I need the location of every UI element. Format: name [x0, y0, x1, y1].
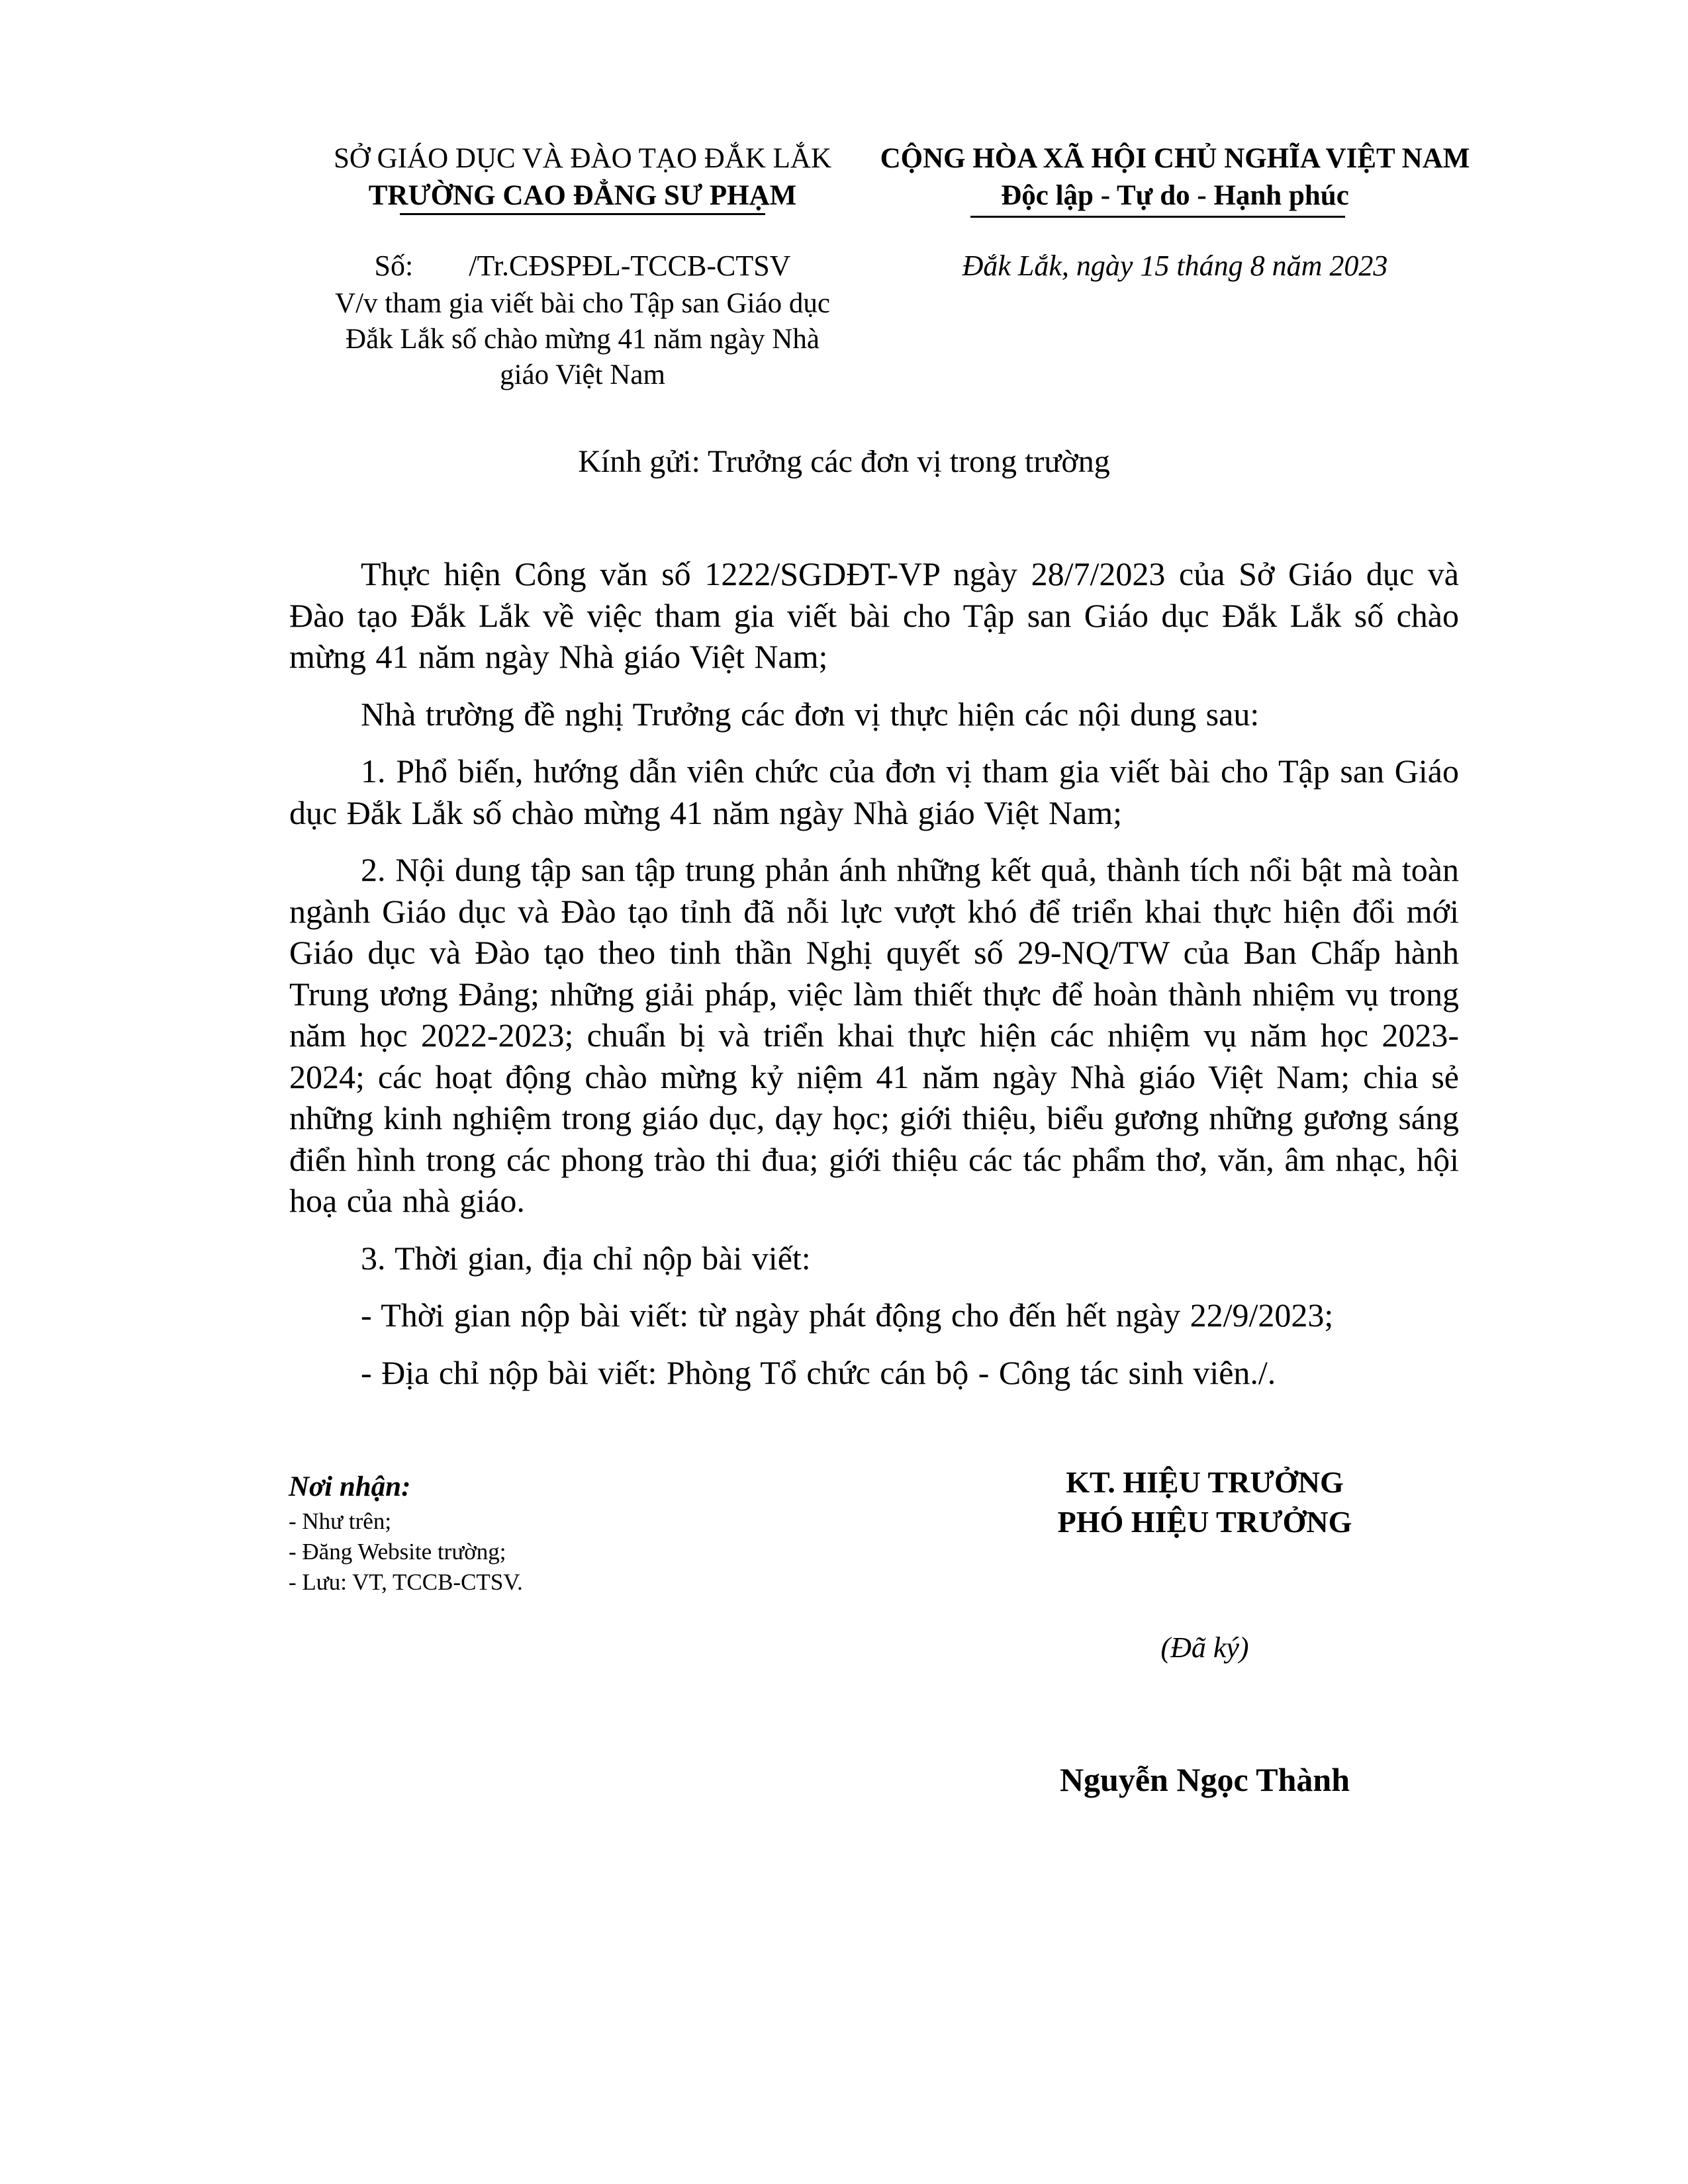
- national-heading: [854, 140, 1496, 214]
- addressee: Kính gửi: Trưởng các đơn vị trong trường: [578, 444, 1110, 479]
- subject-line: V/v tham gia viết bài cho Tập san Giáo dục: [335, 288, 830, 319]
- signer-name: Nguyễn Ngọc Thành: [1059, 1761, 1350, 1798]
- number-code: /Tr.CĐSPĐL-TCCB-CTSV: [469, 250, 791, 282]
- number-label: Số:: [374, 250, 414, 282]
- subject-line: giáo Việt Nam: [500, 359, 665, 390]
- motto-underline: [970, 216, 1345, 218]
- body-paragraph: 1. Phổ biến, hướng dẫn viên chức của đơn vị tham gia viết bài cho Tập san Giáo dục Đắk Lắk số chào mừng 41 năm ngày Nhà giáo Việt Nam;: [289, 752, 1459, 831]
- recipients-title: Nơi nhận:: [289, 1471, 411, 1502]
- recipient-item: - Như trên;: [289, 1508, 392, 1534]
- body-paragraph: - Địa chỉ nộp bài viết: Phòng Tổ chức cán bộ - Công tác sinh viên./.: [361, 1353, 1276, 1391]
- body-paragraph: Nhà trường đề nghị Trưởng các đơn vị thực hiện các nội dung sau:: [361, 695, 1260, 733]
- nation-name: CỘNG HÒA XÃ HỘI CHỦ NGHĨA VIỆT NAM: [880, 143, 1470, 174]
- school-name: TRƯỜNG CAO ĐẲNG SƯ PHẠM: [368, 180, 797, 211]
- subject-line: Đắk Lắk số chào mừng 41 năm ngày Nhà: [346, 324, 820, 355]
- signer-role-primary: KT. HIỆU TRƯỞNG: [1066, 1465, 1344, 1499]
- body-paragraph: 3. Thời gian, địa chỉ nộp bài viết:: [361, 1239, 811, 1277]
- recipients-list: [289, 1468, 884, 1598]
- recipient-item: - Lưu: VT, TCCB-CTSV.: [289, 1569, 523, 1595]
- signed-mark: (Đã ký): [1160, 1631, 1249, 1664]
- signer-role-secondary: PHÓ HIỆU TRƯỞNG: [1057, 1505, 1352, 1539]
- body-paragraph: - Thời gian nộp bài viết: từ ngày phát động cho đến hết ngày 22/9/2023;: [361, 1297, 1334, 1334]
- document-number: [252, 248, 914, 285]
- dateline: Đắk Lắk, ngày 15 tháng 8 năm 2023: [962, 250, 1388, 282]
- body-paragraph: Thực hiện Công văn số 1222/SGDĐT-VP ngày 28/7/2023 của Sở Giáo dục và Đào tạo Đắk Lắk về việc tham gia viết bài cho Tập san Giáo dục Đắk Lắk số chào mừng 41 năm ngày Nhà giáo Việt Nam;: [289, 555, 1459, 675]
- document-subject: [265, 286, 900, 393]
- body-paragraph: 2. Nội dung tập san tập trung phản ánh những kết quả, thành tích nổi bật mà toàn ngành Giáo dục và Đào tạo tỉnh đã nỗi lực vượt khó để triển khai thực hiện đổi mới Giáo dục và Đào tạo theo tinh thần Nghị quyết số 29-NQ/TW của Ban Chấp hành Trung ương Đảng; những giải pháp, việc làm thiết thực để hoàn thành nhiệm vụ trong năm học 2022-2023; chuẩn bị và triển khai thực hiện các nhiệm vụ năm học 2023-2024; các hoạt động chào mừng kỷ niệm 41 năm ngày Nhà giáo Việt Nam; chia sẻ những kinh nghiệm trong giáo dục, dạy học; giới thiệu, biểu gương những gương sáng điển hình trong các phong trào thi đua; giới thiệu các tác phẩm thơ, văn, âm nhạc, hội hoạ của nhà giáo.: [289, 851, 1459, 1219]
- signer-roles: [907, 1463, 1503, 1542]
- document-body: [289, 553, 1459, 1409]
- agency-name: SỞ GIÁO DỤC VÀ ĐÀO TẠO ĐẮK LẮK: [333, 143, 832, 174]
- recipient-item: - Đăng Website trường;: [289, 1539, 506, 1565]
- school-underline: [400, 213, 765, 215]
- issuing-body: [252, 140, 914, 214]
- national-motto: Độc lập - Tự do - Hạnh phúc: [1001, 180, 1349, 211]
